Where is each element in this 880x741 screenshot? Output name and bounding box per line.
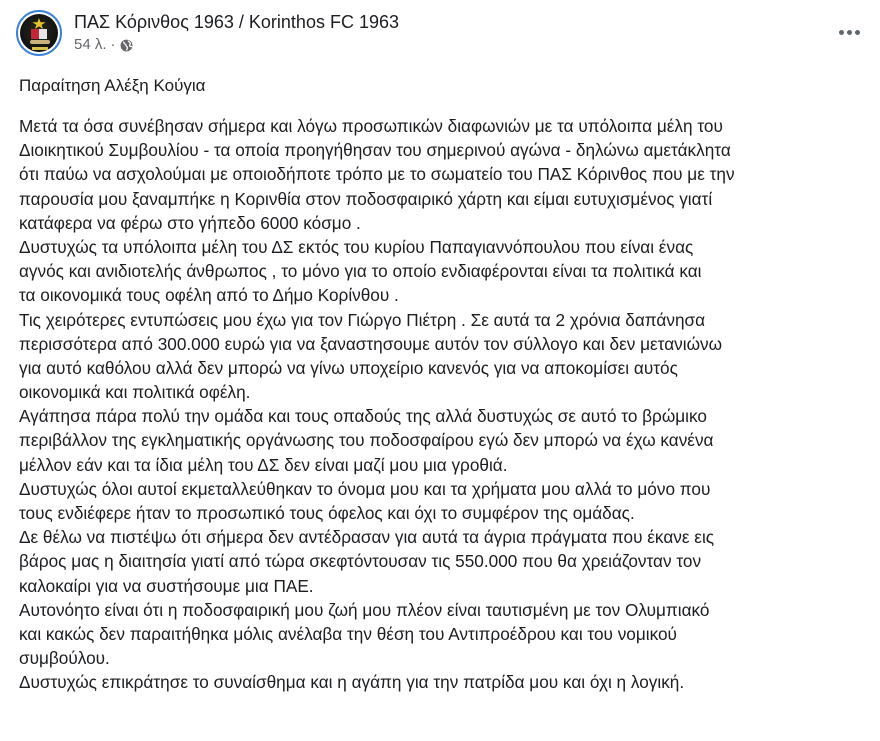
post-line: για αυτό καθόλου αλλά δεν μπορώ να γίνω υποχείριο κανενός για να αποκομίσει αυτός [19,357,678,378]
post-line: Αγάπησα πάρα πολύ την ομάδα και τους οπαδούς της αλλά δυστυχώς σε αυτό το βρώμικο [19,406,707,427]
post-line: Τις χειρότερες εντυπώσεις μου έχω για τον Γιώργο Πιέτρη . Σε αυτά τα 2 χρόνια δαπάνησα [19,309,706,330]
post-line: ότι παύω να ασχολούμαι με οποιοδήποτε τρόπο με το σωματείο του ΠΑΣ Κόρινθος που με την [19,164,735,185]
post-line: τα οικονομικά τους οφέλη από το Δήμο Κορίνθου . [19,285,399,306]
post-line: αγνός και ανιδιοτελής άνθρωπος , το μόνο για το οποίο ενδιαφέρονται είναι τα πολιτικά και [19,261,702,282]
post-line: οικονομικά και πολιτικά οφέλη. [19,382,251,403]
more-options-icon [839,30,844,35]
post-line: Δυστυχώς τα υπόλοιπα μέλη του ΔΣ εκτός του κυρίου Παπαγιαννόπουλου που είναι ένας [19,236,694,257]
post-line: καλοκαίρι για να συστήσουμε μια ΠΑΕ. [19,575,314,596]
page-name-link[interactable]: ΠΑΣ Κόρινθος 1963 / Korinthos FC 1963 [74,12,399,32]
post-line: μέλλον εάν και τα ίδια μέλη του ΔΣ δεν είναι μαζί μου μια γροθιά. [19,454,508,475]
more-options-icon-dot [847,30,852,35]
club-logo-icon [20,14,58,52]
post-line: κατάφερα να φέρω στο γήπεδο 6000 κόσμο . [19,212,361,233]
logo-banner [32,47,48,50]
post-line: Δυστυχώς επικράτησε το συναίσθημα και η αγάπη για την πατρίδα μου και όχι η λογική. [19,672,685,693]
post-line: περισσότερα από 300.000 ευρώ για να ξαναστησουμε αυτόν τον σύλλογο και δεν μετανιώνω [19,333,722,354]
logo-shield-red [31,29,39,39]
post-line: Μετά τα όσα συνέβησαν σήμερα και λόγω προσωπικών διαφωνιών με τα υπόλοιπα μέλη του [19,116,723,136]
logo-shield-white [39,29,47,39]
post-line: περιβάλλον της εγκληματικής οργάνωσης του ποδοσφαίρου εγώ δεν μπορώ να έχω κανένα [19,430,714,451]
more-options-icon-dot [855,30,860,35]
post-line: Διοικητικού Συμβουλίου - τα οποία προηγήθησαν του σημερινού αγώνα - δηλώνω αμετάκλητα [19,140,731,161]
post-line: συμβούλου. [19,648,110,669]
logo-plane [30,40,50,44]
post-line: βάρος μας η διαιτησία γιατί από τώρα σκεφτόντουσαν τις 550.000 που θα χρειάζονταν τον [19,551,702,572]
post-timestamp[interactable]: 54 λ. [74,36,107,53]
header-text [74,11,399,54]
post-line: Δε θέλω να πιστέψω ότι σήμερα δεν αντέδρασαν για αυτά τα άγρια πράγματα που έκανε εις [19,527,715,548]
meta-separator: · [110,36,116,53]
page-avatar[interactable] [16,10,62,56]
post-line: τους ενδιέφερε ήταν το προσωπικό τους όφελος και όχι το συμφέρον της ομάδας. [19,503,635,523]
post-title: Παραίτηση Αλέξη Κούγια [19,76,206,95]
post-line: Αυτονόητο είναι ότι η ποδοσφαιρική μου ζωή μου πλέον είναι ταυτισμένη με τον Ολυμπιακό [19,599,710,620]
post-meta [74,36,399,54]
more-options-button[interactable] [834,22,864,42]
post-line: Δυστυχώς όλοι αυτοί εκμεταλλεύθηκαν το όνομα μου και τα χρήματα μου αλλά το μόνο που [19,478,711,499]
post-body [19,114,869,695]
post-line: και κακώς δεν παραιτήθηκα μόλις ανέλαβα την θέση του Αντιπροέδρου και του νομικού [19,623,677,644]
globe-icon[interactable] [120,39,133,52]
post-header [16,10,399,56]
post-line: παρουσία μου ξαναμπήκε η Κορινθία στον ποδοσφαιρικό χάρτη και είμαι ευτυχισμένος γιατί [19,188,713,209]
